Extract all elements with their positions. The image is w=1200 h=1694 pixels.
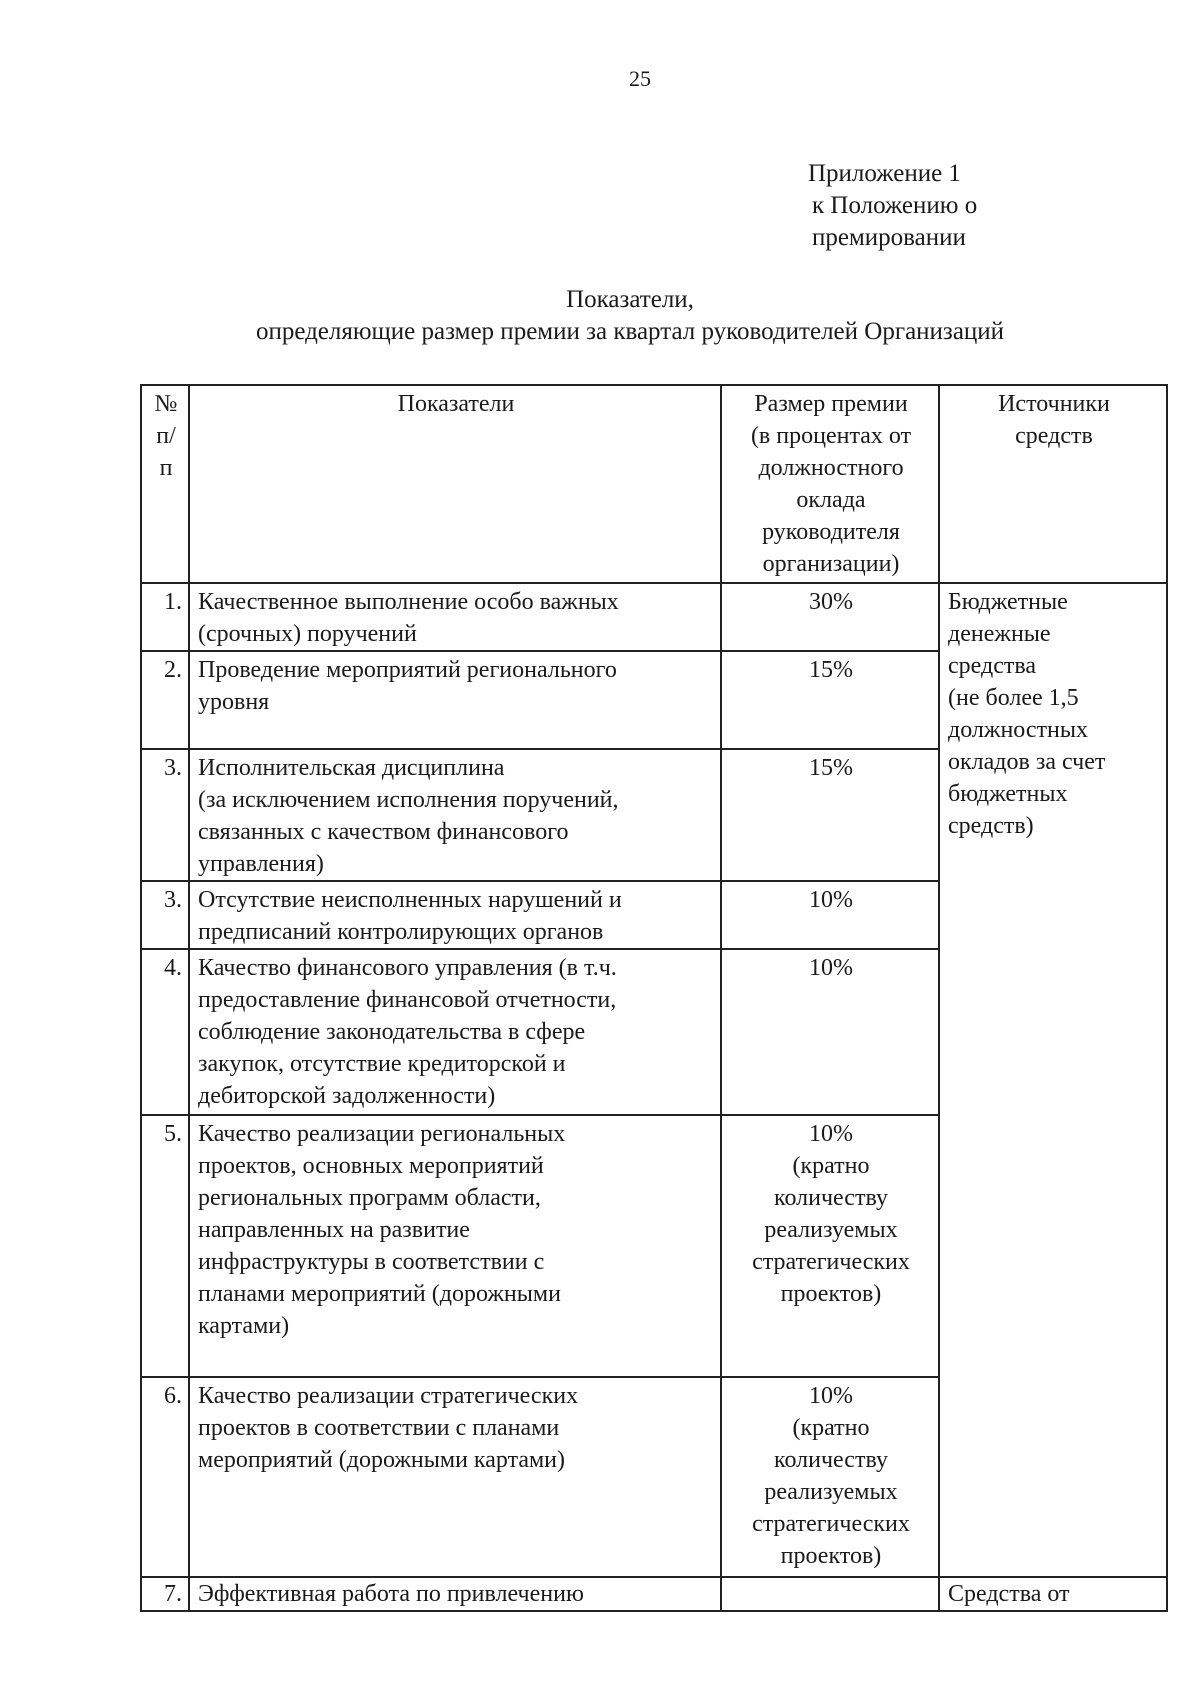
row-number: 6. [141, 1377, 189, 1577]
row-bonus: 15% [721, 651, 939, 749]
document-title-line-2: определяющие размер премии за квартал руководителей Организаций [255, 318, 1005, 345]
appendix-heading [808, 158, 977, 254]
header-bonus-size: Размер премии (в процентах от должностного оклада руководителя организации) [721, 385, 939, 583]
row-bonus: 10% (кратно количеству реализуемых стратегических проектов) [721, 1115, 939, 1377]
row-number: 3. [141, 881, 189, 949]
table-row [141, 1577, 1167, 1611]
row-number: 2. [141, 651, 189, 749]
row-bonus: 10% [721, 881, 939, 949]
header-indicator: Показатели [189, 385, 721, 583]
row-bonus [721, 1577, 939, 1611]
row-number: 4. [141, 949, 189, 1115]
table-header-row [141, 385, 1167, 583]
row-indicator: Исполнительская дисциплина (за исключением исполнения поручений, связанных с качеством финансового управления) [189, 749, 721, 881]
document-title [130, 284, 1130, 348]
row-bonus: 10% (кратно количеству реализуемых стратегических проектов) [721, 1377, 939, 1577]
row-number: 7. [141, 1577, 189, 1611]
funding-source: Средства от [939, 1577, 1167, 1611]
row-number: 3. [141, 749, 189, 881]
header-number: № п/ п [141, 385, 189, 583]
row-indicator: Качественное выполнение особо важных (срочных) поручений [189, 583, 721, 651]
row-number: 5. [141, 1115, 189, 1377]
row-bonus: 15% [721, 749, 939, 881]
row-indicator: Проведение мероприятий регионального уровня [189, 651, 721, 749]
document-title-line-1: Показатели, [566, 286, 694, 313]
indicators-table [140, 384, 1168, 1612]
row-indicator: Качество реализации региональных проектов, основных мероприятий региональных программ области, направленных на развитие инфраструктуры в соответствии с планами мероприятий (дорожными картами) [189, 1115, 721, 1377]
appendix-line-3: премировании [812, 224, 966, 251]
table-row [141, 583, 1167, 651]
row-indicator: Эффективная работа по привлечению [189, 1577, 721, 1611]
row-indicator: Качество финансового управления (в т.ч. предоставление финансовой отчетности, соблюдение законодательства в сфере закупок, отсутствие кредиторской и дебиторской задолженности) [189, 949, 721, 1115]
row-bonus: 30% [721, 583, 939, 651]
row-bonus: 10% [721, 949, 939, 1115]
row-indicator: Качество реализации стратегических проектов в соответствии с планами мероприятий (дорожными картами) [189, 1377, 721, 1577]
row-number: 1. [141, 583, 189, 651]
funding-source-budget: Бюджетные денежные средства (не более 1,5 должностных окладов за счет бюджетных средств) [939, 583, 1167, 1577]
appendix-line-1: Приложение 1 [808, 160, 961, 187]
row-indicator: Отсутствие неисполненных нарушений и предписаний контролирующих органов [189, 881, 721, 949]
header-funding-source: Источники средств [939, 385, 1167, 583]
appendix-line-2: к Положению о [812, 192, 978, 219]
page-number: 25 [629, 66, 651, 91]
